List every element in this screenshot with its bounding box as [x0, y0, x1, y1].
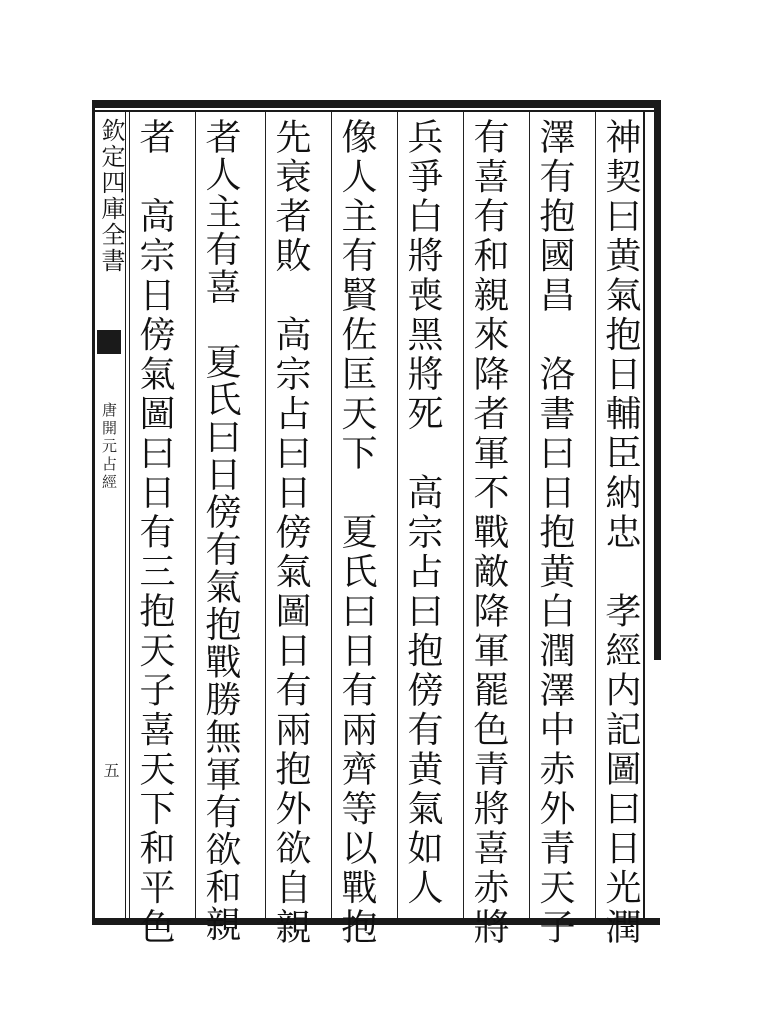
text-column-4-content: 兵爭白將喪黑將死 高宗占曰抱傍有黄氣如人	[402, 118, 443, 908]
text-column-6	[265, 112, 313, 948]
text-column-5-content: 像人主有賢佐匡天下 夏氏曰日有兩齊等以戰抱	[336, 118, 377, 948]
text-column-4	[397, 112, 445, 918]
frame-right-border	[654, 100, 661, 660]
frame-right-rule	[643, 112, 645, 918]
text-column-3-content: 有喜有和親來降者軍不戰敵降軍罷色青將喜赤將	[468, 118, 509, 948]
text-column-2-content: 澤有抱國昌 洛書曰日抱黄白潤澤中赤外青天子	[534, 118, 575, 948]
text-column-7	[195, 112, 243, 943]
margin-series-title: 欽定四庫全書	[97, 118, 125, 274]
text-column-2	[529, 112, 577, 948]
text-column-3	[463, 112, 511, 948]
text-column-8	[129, 112, 177, 948]
margin-book-title: 唐開元占經	[100, 402, 118, 492]
text-column-1	[595, 112, 643, 948]
text-column-5	[331, 112, 379, 948]
frame-top-border	[92, 100, 660, 108]
fishtail-mark-icon	[97, 330, 121, 354]
text-column-7-content: 者人主有喜 夏氏曰日傍有氣抱戰勝無軍有欲和親	[200, 118, 241, 943]
text-column-8-content: 者 高宗日傍氣圖曰日有三抱天子喜天下和平色	[134, 118, 175, 948]
text-column-1-content: 神契曰黄氣抱日輔臣納忠 孝經内記圖曰日光潤	[600, 118, 641, 948]
margin-page-number: 五	[101, 762, 120, 778]
text-column-6-content: 先衰者敗 高宗占曰日傍氣圖日有兩抱外欲自親	[270, 118, 311, 948]
